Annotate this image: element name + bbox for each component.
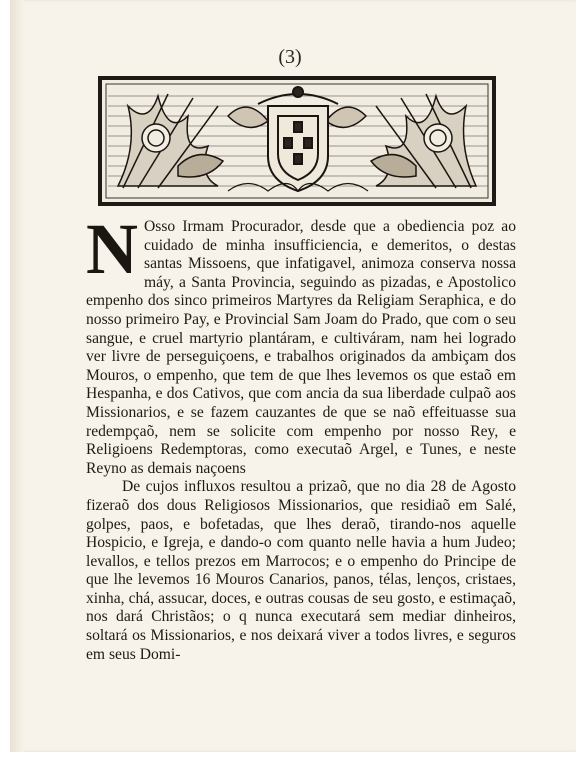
paragraph-2: De cujos influxos resultou a prizaõ, que no dia 28 de Agosto fizeraõ dos dous Religiosos Missionarios, que residiaõ em Salé, golpes, paos, e bofetadas, que lhes deraõ, tirando-nos aquelle Hospicio, e Igreja, e dando-o com quanto nelle havia a hum Judeo; levallos, e tellos prezos em Marrocos; e o empenho do Principe de que lhe levemos 16 Mouros Canarios, panos, télas, lenços, cristaes, xinha, chá, assucar, doces, e outras cousas de seu gosto, e estimaçaõ, nos dará Christãos; o q nunca executará sem mediar dinheiros, soltará os Missionarios, e nos deixará viver a todos livres, e seguros em seus Domi- bbox=[86, 478, 516, 663]
page-number: (3) bbox=[278, 46, 302, 68]
body-text bbox=[86, 209, 516, 664]
drop-cap-letter: N bbox=[86, 209, 138, 289]
decorative-headpiece-icon bbox=[98, 76, 496, 206]
paragraph-1-text: Osso Irmam Procurador, desde que a obediencia poz ao cuidado de minha insufficiencia, e demeritos, o destas santas Missoens, que infatigavel, animoza conserva nossa máy, a Santa Provincia, seguindo as pizadas, e Apostolico empenho dos sinco primeiros Martyres da Religiam Seraphica, e do nosso primeiro Pay, e Provincial Sam Joam do Prado, que com o seu sangue, e cruel martyrio plantáram, e cultiváram, nam hei logrado ver livre de perseguiçoens, e trabalhos originados da ambiçam dos Mouros, o empenho, que tem de que lhes levemos os que estaõ em Hespanha, e dos Cativos, que com ancia da sua liberdade culpaõ aos Missionarios, e se fazem cauzantes de que se naõ effeituasse sua redempçaõ, nem se solicite com empenho por nosso Rey, e Religioens Redemptoras, como executaõ Argel, e Tunes, e neste Reyno as demais naçoens bbox=[86, 218, 516, 477]
paragraph-1 bbox=[86, 209, 516, 478]
page-gutter bbox=[10, 0, 24, 752]
